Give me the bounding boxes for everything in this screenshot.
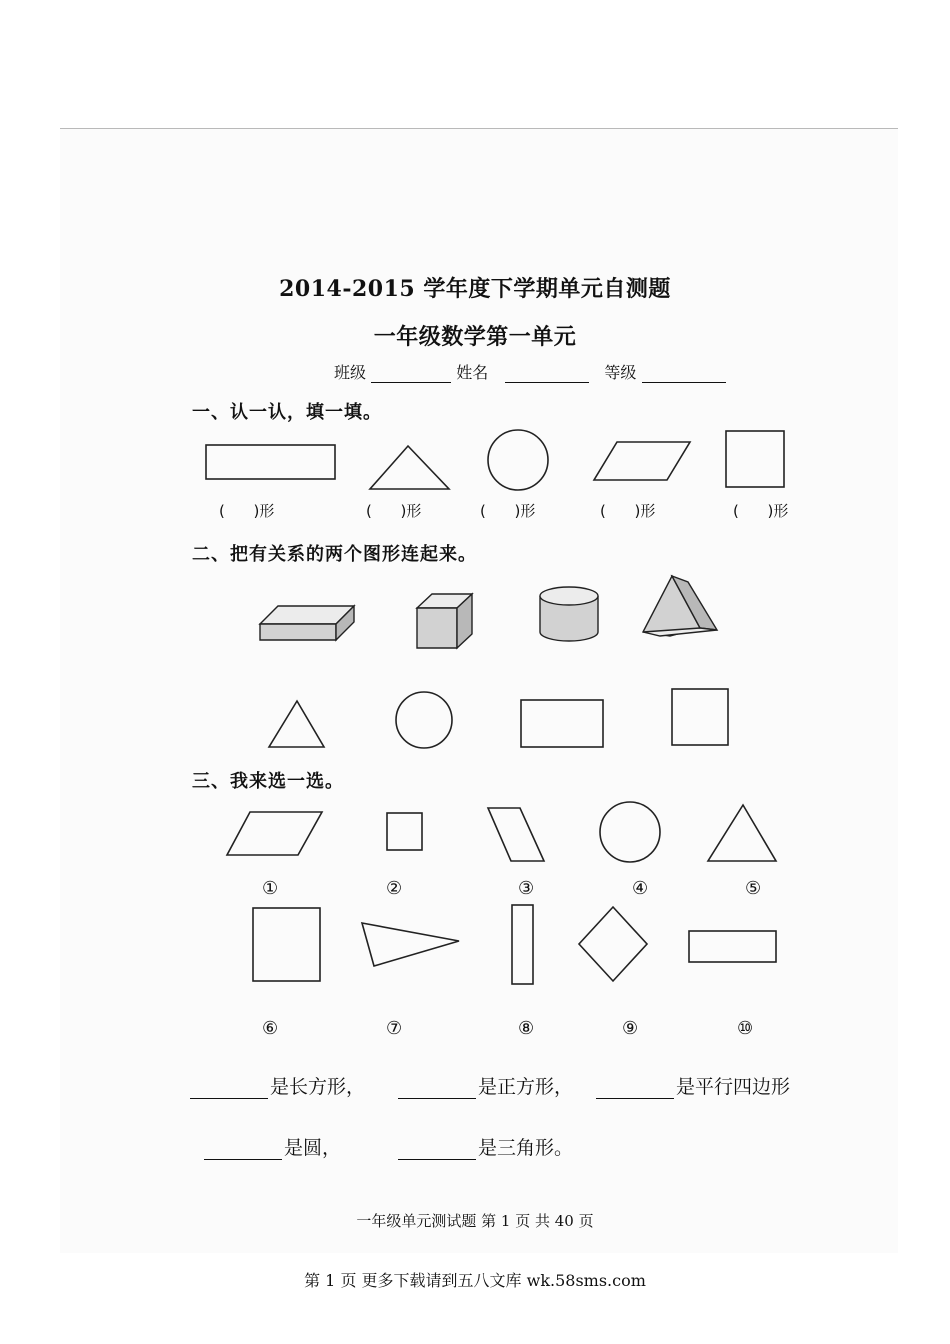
- fill-rectangle: [190, 1072, 365, 1099]
- option-number-5: ⑤: [745, 878, 762, 899]
- fill-square-blank[interactable]: [398, 1078, 476, 1099]
- option-number-6: ⑥: [262, 1018, 279, 1039]
- fill-parallelogram: [596, 1072, 790, 1099]
- section-2-heading: 二、把有关系的两个图形连起来。: [192, 544, 477, 565]
- option-number-3: ③: [518, 878, 535, 899]
- option-number-8: ⑧: [518, 1018, 535, 1039]
- fill-triangle-blank[interactable]: [398, 1139, 476, 1160]
- option-number-2: ②: [386, 878, 403, 899]
- fill-square: [398, 1072, 573, 1099]
- fill-square-text: 是正方形，: [478, 1076, 574, 1098]
- option-number-1: ①: [262, 878, 279, 899]
- fill-triangle-text: 是三角形。: [478, 1137, 574, 1159]
- page-footer: 一年级单元测试题 第 1 页 共 40 页: [356, 1212, 594, 1230]
- fill-rectangle-text: 是长方形，: [270, 1076, 366, 1098]
- fill-parallelogram-text: 是平行四边形: [676, 1076, 791, 1098]
- option-number-7: ⑦: [386, 1018, 403, 1039]
- answer-paren-1[interactable]: ( )形: [219, 502, 275, 520]
- section-1-heading: 一、认一认，填一填。: [192, 402, 382, 423]
- answer-paren-2[interactable]: ( )形: [366, 502, 422, 520]
- parallelogram-icon: [488, 808, 544, 861]
- fill-circle-text: 是圆，: [284, 1137, 342, 1159]
- square-icon: [253, 908, 320, 981]
- answer-paren-5[interactable]: ( )形: [733, 502, 789, 520]
- class-label: 班级: [334, 363, 367, 382]
- section-3-heading: 三、我来选一选。: [192, 771, 344, 792]
- rectangle-icon: [689, 931, 776, 962]
- rhombus-icon: [579, 907, 647, 981]
- worksheet-subtitle: 一年级数学第一单元: [373, 324, 577, 350]
- option-number-4: ④: [632, 878, 649, 899]
- answer-paren-3[interactable]: ( )形: [480, 502, 536, 520]
- answer-paren-4[interactable]: ( )形: [600, 502, 656, 520]
- triangle-icon: [362, 923, 459, 966]
- grade-label: 等级: [604, 363, 637, 382]
- fill-circle: [204, 1133, 341, 1160]
- triangle-icon: [708, 805, 776, 861]
- fill-rectangle-blank[interactable]: [190, 1078, 268, 1099]
- download-footer: 第 1 页 更多下载请到五八文库 wk.58sms.com: [304, 1271, 646, 1290]
- parallelogram-icon: [227, 812, 322, 855]
- worksheet-title: 2014-2015 学年度下学期单元自测题: [279, 276, 671, 302]
- fill-triangle: [398, 1133, 573, 1160]
- rectangle-icon: [512, 905, 533, 984]
- square-icon: [387, 813, 422, 850]
- name-label: 姓名: [456, 363, 489, 382]
- fill-circle-blank[interactable]: [204, 1139, 282, 1160]
- option-number-9: ⑨: [622, 1018, 639, 1039]
- circle-icon: [600, 802, 660, 862]
- option-number-10: ⑩: [737, 1018, 754, 1039]
- fill-parallelogram-blank[interactable]: [596, 1078, 674, 1099]
